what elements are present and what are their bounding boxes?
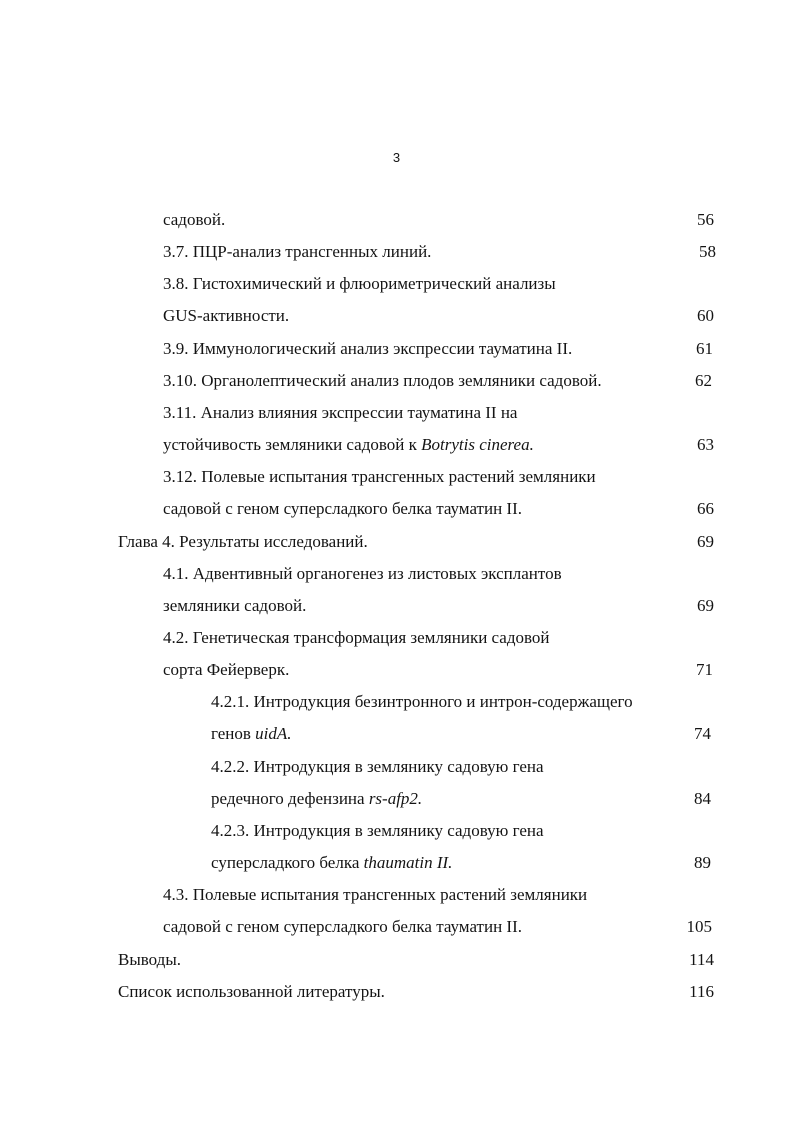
toc-page-4-2-1: 74 [694,724,711,743]
toc-page-4-2-2: 84 [694,789,711,808]
toc-conclusions: Выводы. [118,950,182,969]
toc-entry-3-11-line2-text: устойчивость земляники садовой к [163,435,422,454]
toc-entry-4-2-2-line2 [211,789,422,809]
toc-entry-3-11-line1: 3.11. Анализ влияния экспрессии тауматина II на [163,403,518,422]
toc-entry-4-2-1-gene: uidA. [255,724,292,743]
toc-entry-4-2-1-line1: 4.2.1. Интродукция безинтронного и интрон-содержащего [211,692,633,711]
toc-entry-3-11-line2 [163,435,534,455]
toc-entry-3-10: 3.10. Органолептический анализ плодов земляники садовой. [163,371,602,390]
toc-entry-4-3-line1: 4.3. Полевые испытания трансгенных растений земляники [163,885,588,904]
toc-entry-4-2-3-line2-text: суперсладкого белка [211,853,364,872]
toc-entry-4-2-2-line2-text: редечного дефензина [211,789,369,808]
toc-entry-4-2-line1: 4.2. Генетическая трансформация земляники садовой [163,628,550,647]
toc-page-3-8: 60 [697,306,714,325]
toc-page-chapter-4: 69 [697,532,714,551]
toc-references: Список использованной литературы. [118,982,385,1001]
toc-entry-3-11-species: Botrytis cinerea. [421,435,534,454]
toc-entry-3-12-line2: садовой с геном суперсладкого белка тауматин II. [163,499,523,518]
page-number: 3 [392,150,401,165]
toc-entry-4-2-3-line2 [211,853,452,873]
toc-page-conclusions: 114 [689,950,714,969]
toc-entry-4-3-line2: садовой с геном суперсладкого белка тауматин II. [163,917,523,936]
toc-entry-3-6-continuation: садовой. [163,210,226,229]
toc-chapter-4: Глава 4. Результаты исследований. [118,532,368,551]
toc-entry-4-2-1-line2 [211,724,292,744]
toc-page-3-10: 62 [695,371,712,390]
toc-page-3-6: 56 [697,210,714,229]
toc-page-4-2-3: 89 [694,853,711,872]
toc-entry-4-2-line2: сорта Фейерверк. [163,660,290,679]
toc-entry-4-2-1-line2-text: генов [211,724,256,743]
toc-page-3-9: 61 [696,339,713,358]
toc-page-4-2: 71 [696,660,713,679]
toc-entry-3-8-line2: GUS-активности. [163,306,290,325]
toc-entry-4-1-line2: земляники садовой. [163,596,307,615]
toc-entry-4-2-3-gene: thaumatin II. [363,853,453,872]
toc-entry-3-8-line1: 3.8. Гистохимический и флюориметрический анализы [163,274,556,293]
toc-entry-3-7: 3.7. ПЦР-анализ трансгенных линий. [163,242,432,261]
toc-entry-4-2-3-line1: 4.2.3. Интродукция в землянику садовую гена [211,821,544,840]
toc-page-3-7: 58 [699,242,716,261]
toc-entry-4-1-line1: 4.1. Адвентивный органогенез из листовых эксплантов [163,564,562,583]
toc-entry-4-2-2-gene: rs-afp2. [368,789,423,808]
toc-page-3-11: 63 [697,435,714,454]
toc-entry-3-12-line1: 3.12. Полевые испытания трансгенных растений земляники [163,467,596,486]
toc-page-references: 116 [689,982,714,1001]
toc-entry-3-9: 3.9. Иммунологический анализ экспрессии тауматина II. [163,339,573,358]
toc-page-4-3: 105 [686,917,712,936]
toc-page-4-1: 69 [697,596,714,615]
toc-page-3-12: 66 [697,499,714,518]
toc-entry-4-2-2-line1: 4.2.2. Интродукция в землянику садовую гена [211,757,544,776]
